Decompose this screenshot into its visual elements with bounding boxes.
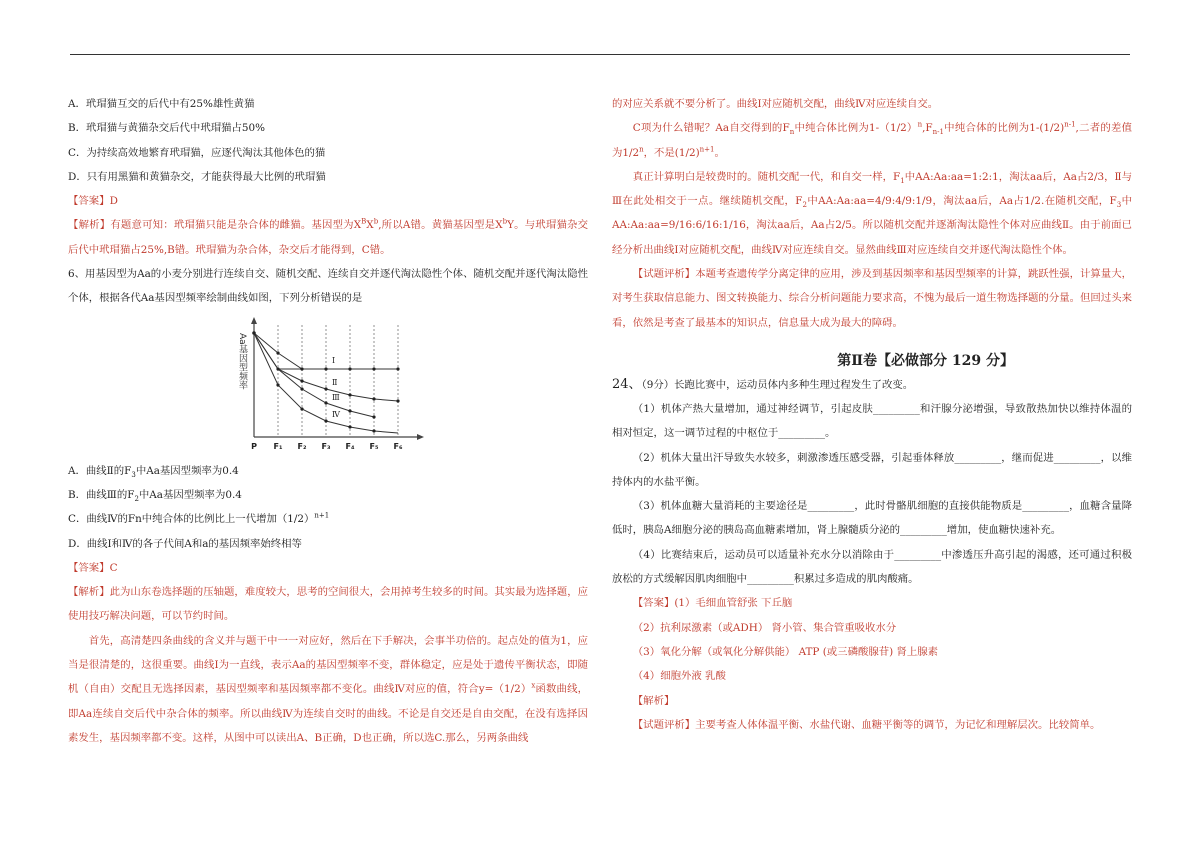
q6-option-b: B．曲线Ⅲ的$F_2$中Aa基因型频率为0.4 bbox=[68, 488, 242, 504]
q6-analysis-c: C项为什么错呢？Aa自交得到的$F_n$中纯合体比例为$1-(1/2)^n,F_{n-1}$中纯合体的比例为$1-(1/2)^{n-1}$,二者的差值为1/2$^n$，不是$(1/2)^{n+1}$。 bbox=[612, 120, 1133, 159]
q24-part-1: （1）机体产热大量增加，通过神经调节，引起皮肤_________和汗腺分泌增强，导致散热加快以维持体温的相对恒定，这一调节过程的中枢位于_________。 bbox=[612, 402, 1132, 440]
x-tick-f4: F₄ bbox=[345, 441, 355, 451]
q24-answer-1: 【答案】(1）毛细血管舒张 下丘脑 bbox=[632, 597, 793, 610]
q6-option-d: D．曲线Ⅰ和Ⅳ的各子代间A和a的基因频率始终相等 bbox=[68, 537, 302, 550]
x-tick-f5: F₅ bbox=[369, 441, 379, 451]
q24-analysis: 【解析】 bbox=[632, 694, 675, 707]
x-tick-f2: F₂ bbox=[297, 441, 307, 451]
graph-gridlines bbox=[278, 325, 398, 437]
x-axis-arrow bbox=[417, 434, 424, 440]
x-tick-f1: F₁ bbox=[273, 441, 283, 451]
q24-part-3: （3）机体血糖大量消耗的主要途径是_________，此时骨骼肌细胞的直接供能物质是_________，血糖含量降低时，胰岛A细胞分泌的胰岛高血糖素增加，肾上腺髓质分泌的_________增加，使血糖快速补充。 bbox=[612, 500, 1132, 537]
q24-part-2: （2）机体大量出汗导致失水较多，刺激渗透压感受器，引起垂体释放_________，继而促进_________，以维持体内的水盐平衡。 bbox=[612, 451, 1132, 488]
q24-part-4: （4）比赛结束后，运动员可以适量补充水分以消除由于_________中渗透压升高引起的渴感，还可通过积极放松的方式缓解因肌肉细胞中_________积累过多造成的肌肉酸痛。 bbox=[612, 548, 1132, 586]
q6-option-a: A．曲线Ⅱ的$F_3$中Aa基因型频率为0.4 bbox=[68, 464, 239, 479]
q5-option-d: D．只有用黑猫和黄猫杂交，才能获得最大比例的玳瑁猫 bbox=[68, 170, 326, 183]
curve-label-iv: Ⅳ bbox=[332, 409, 340, 419]
section-title: 第Ⅱ卷【必做部分 129 分】 bbox=[837, 352, 1014, 369]
curve-label-i: Ⅰ bbox=[332, 355, 336, 365]
q24-review: 【试题评析】主要考查人体体温平衡、水盐代谢、血糖平衡等的调节，为记忆和理解层次。比较简单。 bbox=[632, 718, 1101, 731]
q6-answer: 【答案】C bbox=[68, 561, 118, 574]
q24-answer-4: （4）细胞外液 乳酸 bbox=[632, 670, 726, 683]
q6-analysis-cont: 的对应关系就不要分析了。曲线Ⅰ对应随机交配，曲线Ⅳ对应连续自交。 bbox=[612, 98, 939, 110]
q24-answer-2: （2）抗利尿激素（或ADH） 肾小管、集合管重吸收水分 bbox=[632, 621, 897, 634]
y-axis-arrow bbox=[251, 317, 257, 324]
q5-option-b: B．玳瑁猫与黄猫杂交后代中玳瑁猫占50% bbox=[68, 122, 265, 135]
x-tick-f3: F₃ bbox=[321, 441, 331, 451]
q6-analysis-calc: 真正计算明白是较费时的。随机交配一代，和自交一样，$F_1$中AA:Aa:aa=1:2:1，淘汰aa后，Aa占2/3，Ⅱ与Ⅲ在此处相交于一点。继续随机交配，$F_2$中AA:Aa:aa=4/9:4/9:1/9，淘汰aa后，Aa占1/2.在随机交配，$F_3$中AA:Aa:aa=9/16:6/16:1/16，淘汰aa后，Aa占2/5。所以随机交配并逐渐淘汰隐性个体对应曲线Ⅱ。由于前面已经分析出曲线Ⅰ对应随机交配，曲线Ⅳ对应连续自交。显然曲线Ⅲ对应连续自交并逐代淘汰隐性个体。 bbox=[612, 170, 1133, 256]
q24-answer-3: （3）氧化分解（或氧化分解供能） ATP (或三磷酸腺苷) 肾上腺素 bbox=[632, 645, 939, 658]
right-column bbox=[612, 92, 1132, 737]
curve-label-ii: Ⅱ bbox=[332, 377, 338, 387]
q5-option-a: A．玳瑁猫互交的后代中有25%雄性黄猫 bbox=[68, 98, 255, 110]
curve-label-iii: Ⅲ bbox=[332, 392, 340, 402]
q5-answer: 【答案】D bbox=[68, 195, 118, 208]
graph-y-label: Aa基因型频率 bbox=[237, 332, 247, 390]
header-rule bbox=[70, 54, 1130, 55]
q6-option-c: C．曲线Ⅳ的Fn中纯合体的比例比上一代增加$(1/2)^{n+1}$ bbox=[68, 511, 330, 526]
q5-option-c: C．为持续高效地繁育玳瑁猫，应逐代淘汰其他体色的猫 bbox=[68, 146, 326, 159]
q24-intro: 24、（9分）长跑比赛中，运动员体内多种生理过程发生了改变。 bbox=[612, 376, 914, 392]
aa-frequency-graph bbox=[68, 311, 588, 459]
graph-svg bbox=[228, 311, 428, 459]
curve-iii bbox=[254, 333, 374, 417]
x-tick-f6: F₆ bbox=[393, 441, 403, 451]
q6-review: 【试题评析】本题考查遗传学分离定律的应用，涉及到基因频率和基因型频率的计算，跳跃性强，计算量大，对考生获取信息能力、图文转换能力、综合分析问题能力要求高，不愧为最后一道生物选择题的分量。但回过头来看，依然是考查了最基本的知识点，信息量大成为最大的障碍。 bbox=[612, 268, 1133, 329]
left-column bbox=[68, 92, 588, 750]
q6-stem: 6、用基因型为Aa的小麦分别进行连续自交、随机交配、连续自交并逐代淘汰隐性个体、随机交配并逐代淘汰隐性个体，根据各代Aa基因型频率绘制曲线如图，下列分析错误的是 bbox=[68, 268, 588, 305]
q5-analysis: 【解析】有题意可知：玳瑁猫只能是杂合体的雌猫。基因型为$X^BX^b$,所以A错。黄猫基因型是$X^bY$。与玳瑁猫杂交后代中玳瑁猫占25%,B错。玳瑁猫为杂合体，杂交后才能得到，C错。 bbox=[68, 218, 589, 256]
q6-analysis-2: 首先，高清楚四条曲线的含义并与题干中一一对应好，然后在下手解决，会事半功倍的。起点处的值为1，应当是很清楚的，这很重要。曲线Ⅰ为一直线，表示Aa的基因型频率不变，群体稳定，应是处于遗传平衡状态，即随机（自由）交配且无选择因素，基因型频率和基因频率都不变化。曲线Ⅳ对应的值，符合$y=(1/2)^x$函数曲线，即Aa连续自交后代中杂合体的频率。所以曲线Ⅳ为连续自交时的曲线。不论是自交还是自由交配，在没有选择因素发生，基因频率都不变。这样，从图中可以读出A、B正确，D也正确，所以选C.那么，另两条曲线 bbox=[68, 634, 588, 744]
q6-analysis-1: 【解析】此为山东卷选择题的压轴题，难度较大，思考的空间很大，会用掉考生较多的时间。其实最为选择题，应使用技巧解决问题，可以节约时间。 bbox=[68, 586, 589, 623]
x-tick-p: P bbox=[251, 441, 257, 451]
